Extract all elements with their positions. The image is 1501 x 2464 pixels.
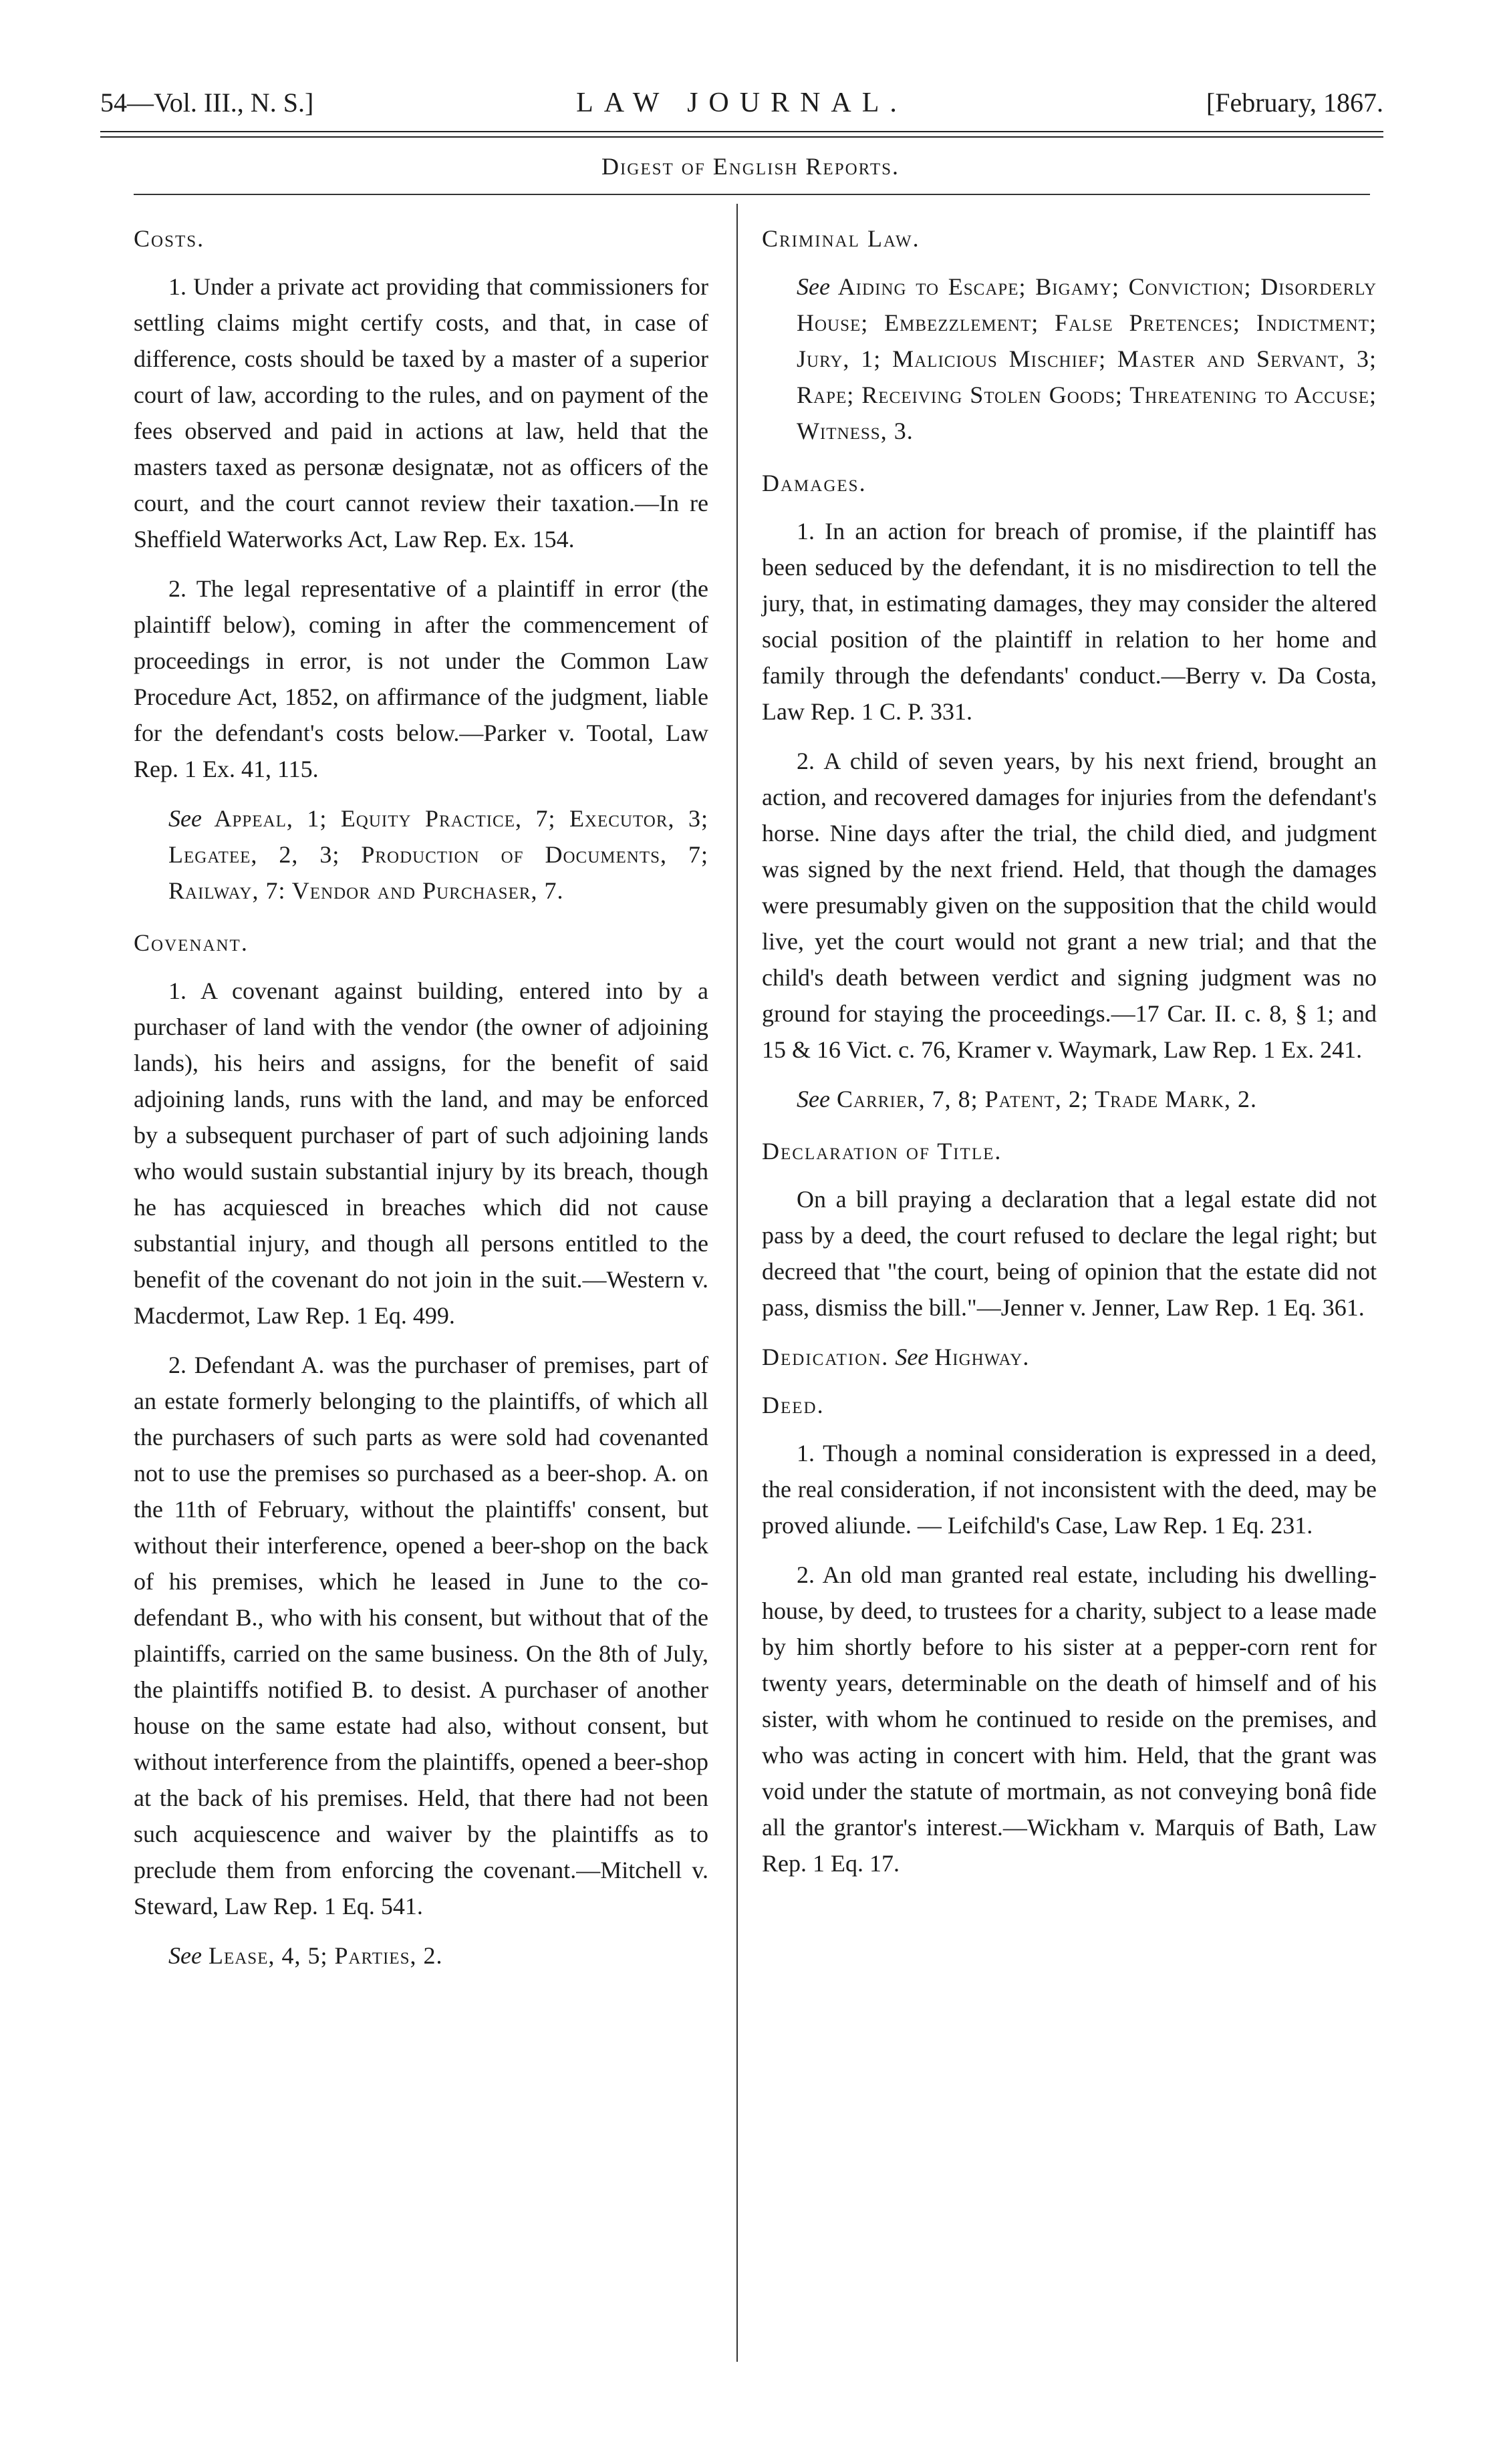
- entry-dedication: [762, 1339, 1377, 1375]
- entry-criminal-law: [762, 220, 1377, 449]
- entry-paragraph: 1. Though a nominal consideration is expressed in a deed, the real consideration, if not inconsistent with the deed, may be proved aliunde. — Leifchild's Case, Law Rep. 1 Eq. 231.: [762, 1440, 1377, 1539]
- header-journal-title: LAW JOURNAL.: [576, 88, 908, 118]
- entry-costs: [134, 220, 708, 909]
- entry-title: Declaration of Title.: [762, 1138, 1002, 1165]
- entry-title: Costs.: [134, 225, 205, 252]
- header-double-rule: [100, 131, 1383, 138]
- entry-covenant: [134, 925, 708, 1974]
- cross-reference-list: Highway.: [934, 1344, 1030, 1370]
- see-label: See: [797, 1086, 830, 1112]
- entry-title: Covenant.: [134, 929, 249, 956]
- right-column: [762, 214, 1377, 1895]
- entry-title: Criminal Law.: [762, 225, 920, 252]
- cross-reference: [134, 800, 708, 909]
- see-label: See: [168, 1942, 202, 1969]
- see-label: See: [168, 805, 202, 832]
- entry-paragraph: On a bill praying a declaration that a legal estate did not pass by a deed, the court refused to declare the legal right; but decreed that "the court, being of opinion that the estate did not pass, dismiss the bill."—Jenner v. Jenner, Law Rep. 1 Eq. 361.: [762, 1186, 1377, 1321]
- entry-declaration-of-title: [762, 1133, 1377, 1326]
- entry-paragraph: 2. An old man granted real estate, including his dwelling-house, by deed, to trustees for a charity, subject to a lease made by him shortly before to his sister at a pepper-corn rent for twenty years, determinable on the death of himself and of his sister, with whom he continued to reside on the premises, and who was acting in concert with him. Held, that the grant was void under the statute of mortmain, as not conveying bonâ fide all the grantor's interest.—Wickham v. Marquis of Bath, Law Rep. 1 Eq. 17.: [762, 1561, 1377, 1877]
- header-volume: 54—Vol. III., N. S.]: [100, 88, 314, 118]
- cross-reference: [762, 269, 1377, 449]
- cross-reference-list: Lease, 4, 5; Parties, 2.: [208, 1942, 443, 1969]
- entry-paragraph: 2. Defendant A. was the purchaser of premises, part of an estate formerly belonging to the plaintiffs, of which all the purchasers of such parts as were sold had covenanted not to use the premises so purchased as a beer-shop. A. on the 11th of February, without the plaintiffs' consent, but without their interference, opened a beer-shop on the back of his premises, which he leased in June to the co-defendant B., who with his consent, but without that of the plaintiffs, carried on the same business. On the 8th of July, the plaintiffs notified B. to desist. A purchaser of another house on the same estate had also, without consent, but without interference from the plaintiffs, opened a beer-shop at the back of his premises. Held, that there had not been such acquiescence and waiver by the plaintiffs as to preclude them from enforcing the covenant.—Mitchell v. Steward, Law Rep. 1 Eq. 541.: [134, 1352, 708, 1919]
- cross-reference-list: Aiding to Escape; Bigamy; Conviction; Disorderly House; Embezzlement; False Pretences; Indictment; Jury, 1; Malicious Mischief; Master and Servant, 3; Rape; Receiving Stolen Goods; Threatening to Accuse; Witness, 3.: [797, 273, 1377, 444]
- see-label: See: [895, 1344, 929, 1370]
- column-divider: [736, 204, 738, 2362]
- left-column: [134, 214, 708, 1990]
- cross-reference: [134, 1938, 708, 1974]
- entry-paragraph: 2. A child of seven years, by his next friend, brought an action, and recovered damages for injuries from the defendant's horse. Nine days after the trial, the child died, and judgment was signed by the next friend. Held, that though the damages were presumably given on the supposition that the child would live, yet the court would not grant a new trial; and that the child's death between verdict and signing judgment was no ground for staying the proceedings.—17 Car. II. c. 8, § 1; and 15 & 16 Vict. c. 76, Kramer v. Waymark, Law Rep. 1 Ex. 241.: [762, 748, 1377, 1063]
- header-date: [February, 1867.: [1206, 88, 1383, 118]
- cross-reference-list: Carrier, 7, 8; Patent, 2; Trade Mark, 2.: [836, 1086, 1258, 1112]
- entry-damages: [762, 465, 1377, 1117]
- entry-title: Deed.: [762, 1392, 825, 1418]
- entry-paragraph: 1. A covenant against building, entered into by a purchaser of land with the vendor (the owner of adjoining lands), his heirs and assigns, for the benefit of said adjoining lands, runs with the land, and may be enforced by a subsequent purchaser of part of such adjoining lands who would sustain substantial injury by its breach, though he has acquiesced in breaches which did not cause substantial injury, and though all persons entitled to the benefit of the covenant do not join in the suit.—Western v. Macdermot, Law Rep. 1 Eq. 499.: [134, 977, 708, 1329]
- entry-paragraph: 1. In an action for breach of promise, if the plaintiff has been seduced by the defendant, it is no misdirection to tell the jury, that, in estimating damages, they may consider the altered social position of the plaintiff in relation to her home and family through the defendants' conduct.—Berry v. Da Costa, Law Rep. 1 C. P. 331.: [762, 518, 1377, 725]
- cross-reference-list: Appeal, 1; Equity Practice, 7; Executor, 3; Legatee, 2, 3; Production of Documents, 7; Railway, 7: Vendor and Purchaser, 7.: [168, 805, 709, 904]
- heading-rule: [134, 194, 1370, 195]
- entry-title: Dedication.: [762, 1344, 890, 1370]
- section-heading: Digest of English Reports.: [601, 153, 900, 180]
- running-header: [100, 87, 1383, 127]
- entry-title: Damages.: [762, 470, 867, 496]
- entry-deed: [762, 1387, 1377, 1881]
- entry-paragraph: 1. Under a private act providing that commissioners for settling claims might certify costs, and that, in case of difference, costs should be taxed by a master of a superior court of law, according to the rules, and on payment of the fees observed and paid in actions at law, held that the masters taxed as personæ designatæ, not as officers of the court, and the court cannot review their taxation.—In re Sheffield Waterworks Act, Law Rep. Ex. 154.: [134, 273, 708, 553]
- cross-reference: [762, 1081, 1377, 1117]
- see-label: See: [797, 273, 830, 300]
- entry-paragraph: 2. The legal representative of a plaintiff in error (the plaintiff below), coming in after the commencement of proceedings in error, is not under the Common Law Procedure Act, 1852, on affirmance of the judgment, liable for the defendant's costs below.—Parker v. Tootal, Law Rep. 1 Ex. 41, 115.: [134, 575, 708, 782]
